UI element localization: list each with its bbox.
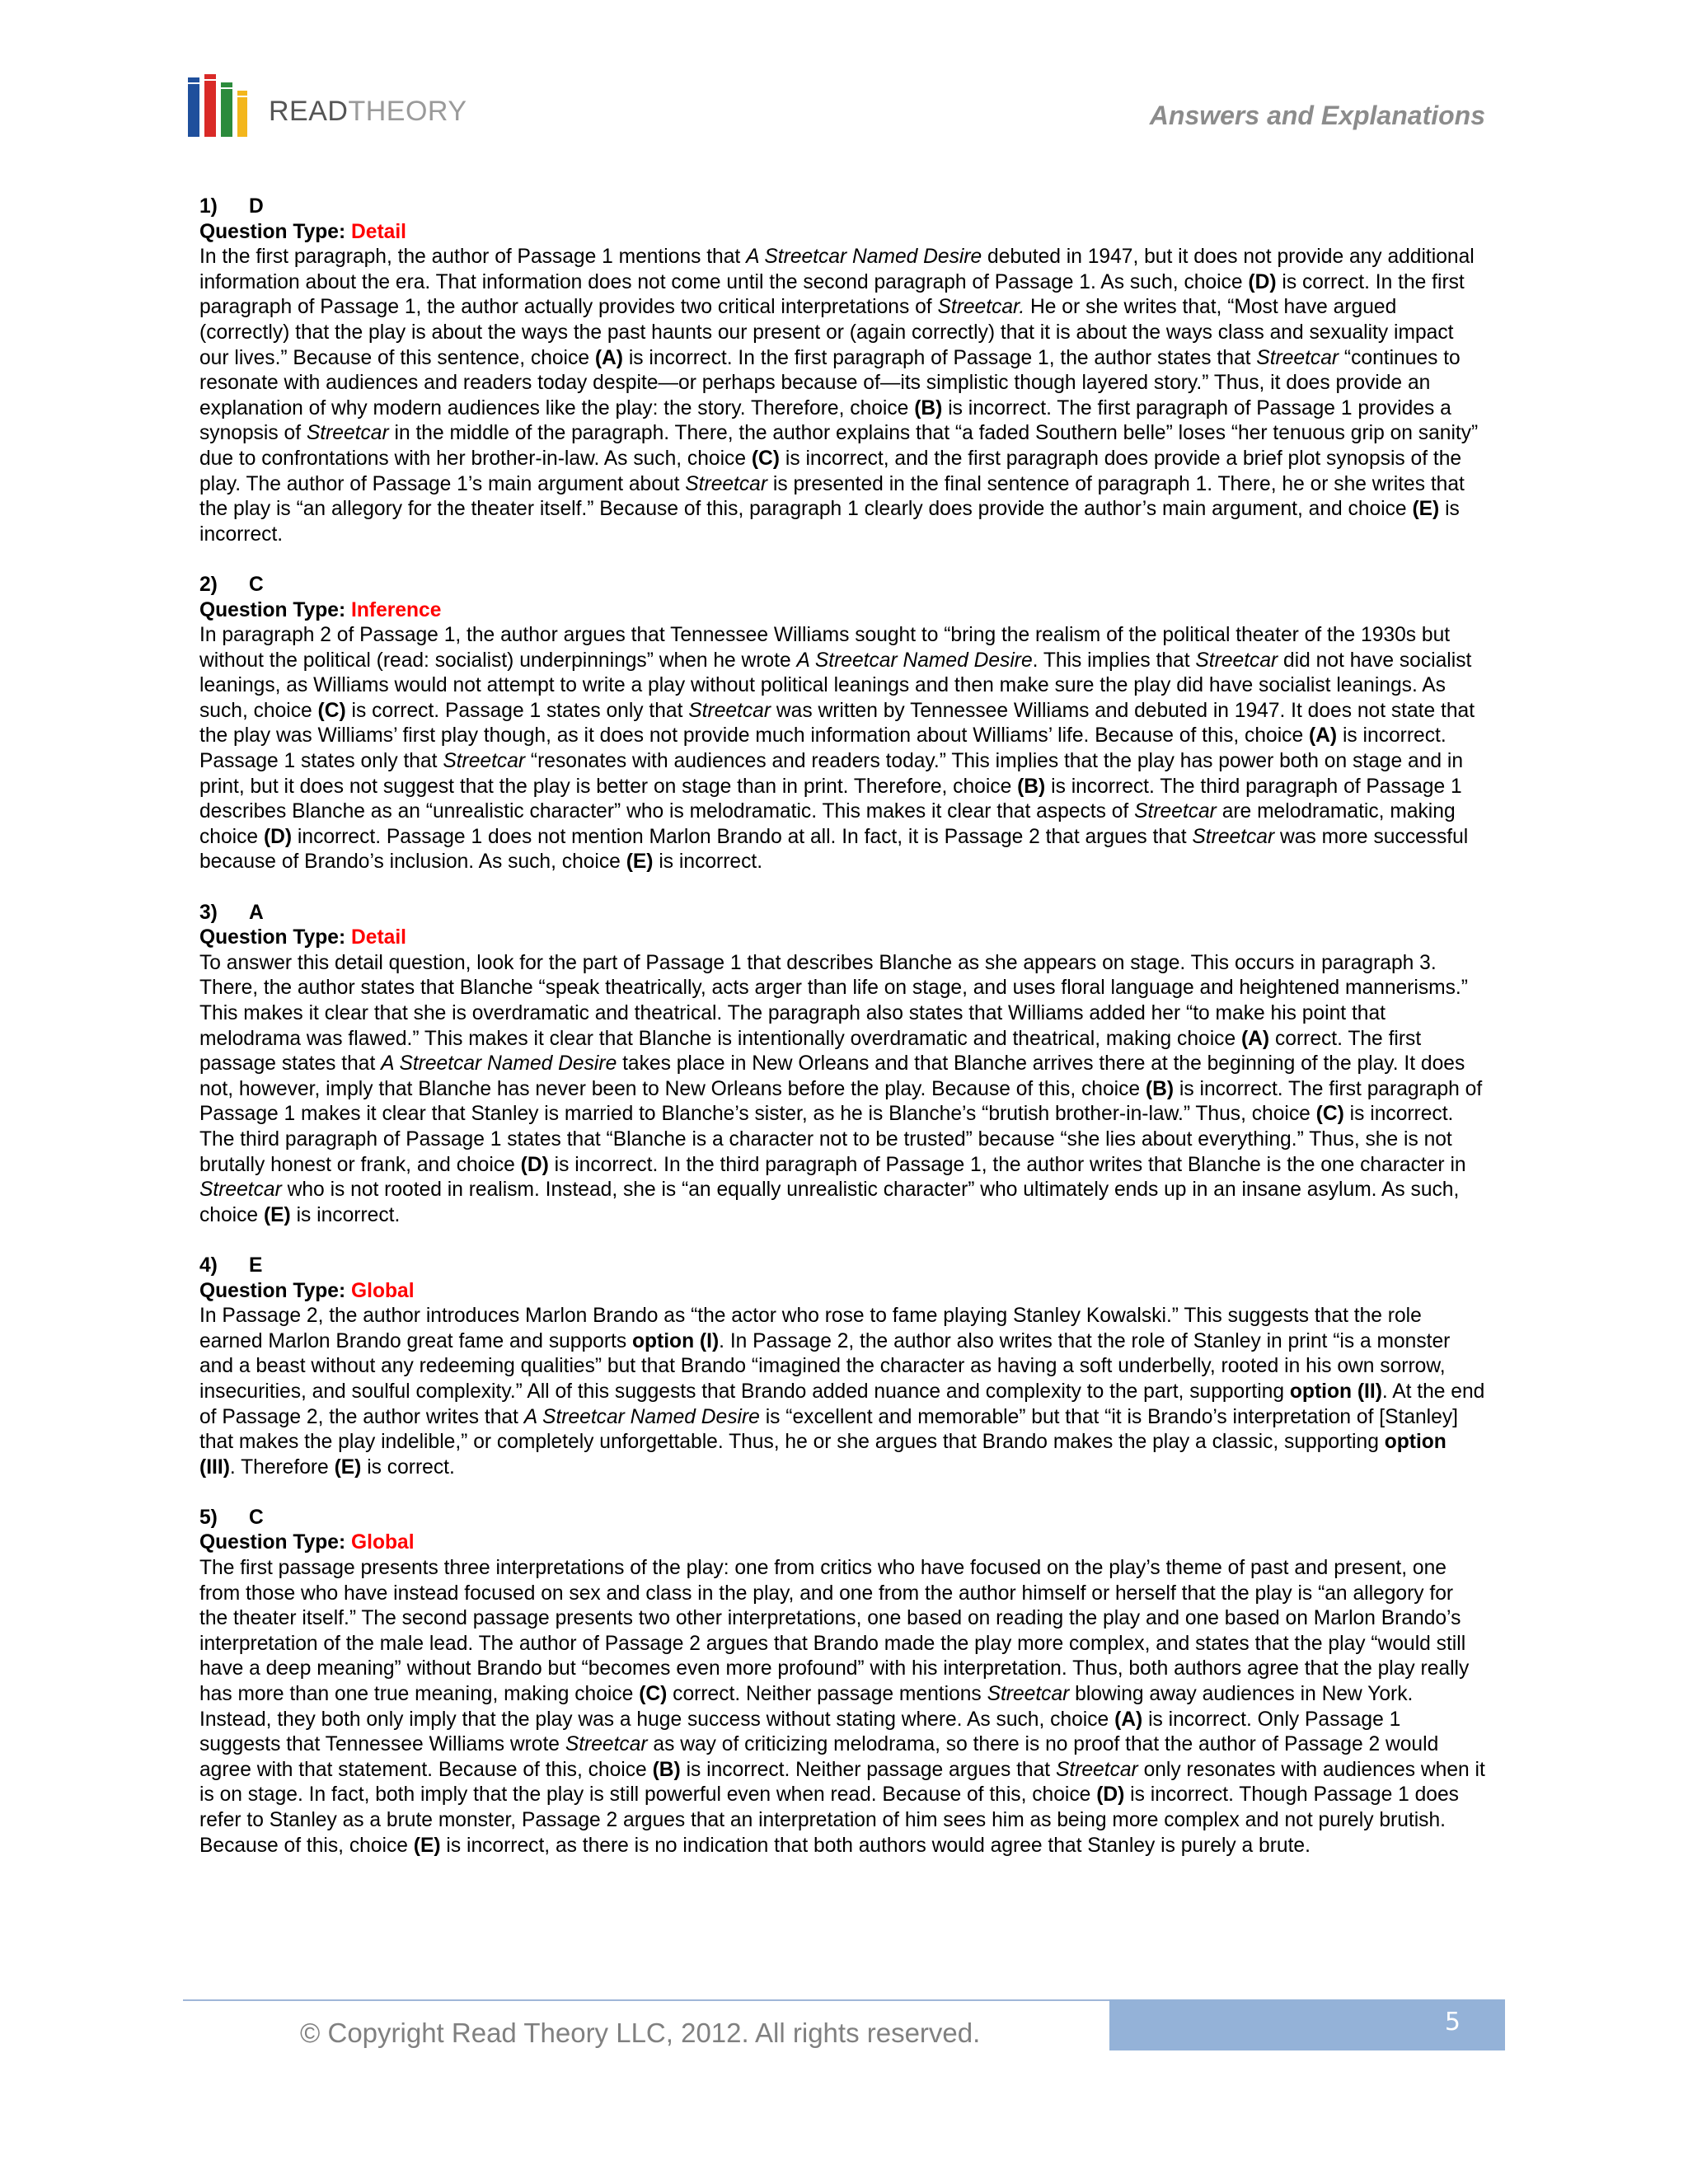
explanation-text: is correct. Passage 1 states only that xyxy=(345,699,689,722)
logo-bar-blue xyxy=(188,84,199,137)
answer-letter: D xyxy=(249,195,264,218)
explanation-text: In the first paragraph, the author of Passage 1 mentions that xyxy=(199,246,747,269)
question-number: 4) xyxy=(199,1254,218,1277)
explanation-paragraph xyxy=(199,951,1487,1229)
explanation-text: In Passage 2, the author introduces Marlon Brando as “the actor who rose to fame playing Stanley Kowalski.” This suggests that the role earned Marlon Brando great fame and supports xyxy=(199,1305,1422,1352)
explanation-text: did not have socialist leanings, as Williams would not attempt to write a play without political leanings and then make sure the play did have socialist leanings. As such, choice xyxy=(199,649,1472,722)
explanation-text: is incorrect. xyxy=(653,851,763,874)
explanation-text: blowing away audiences in New York. Instead, they both only imply that the play was a huge success without stating where. As such, choice xyxy=(199,1683,1414,1731)
explanation-text: is incorrect. In the first paragraph of Passage 1, the author states that xyxy=(623,346,1257,369)
choice-reference: (C) xyxy=(751,447,781,470)
copyright-notice: © Copyright Read Theory LLC, 2012. All rights reserved. xyxy=(300,2018,981,2048)
choice-reference: (B) xyxy=(1145,1077,1175,1100)
title-reference: Streetcar xyxy=(987,1683,1070,1706)
answer-letter: C xyxy=(249,1506,264,1529)
explanation-text: is incorrect, and the first paragraph does provide a brief plot synopsis of the play. The author of Passage 1’s main argument about xyxy=(199,447,1462,495)
question-type-line xyxy=(199,926,1487,951)
explanation-text: is incorrect. In the third paragraph of Passage 1, the author writes that Blanche is the one character in xyxy=(548,1153,1466,1176)
choice-reference: option (I) xyxy=(631,1329,720,1352)
title-reference: Streetcar xyxy=(688,699,771,722)
answer-block xyxy=(199,194,1487,547)
choice-reference: (E) xyxy=(334,1455,362,1479)
answer-block xyxy=(199,1506,1487,1858)
explanation-paragraph xyxy=(199,1556,1487,1858)
choice-reference: (E) xyxy=(1412,498,1440,521)
choice-reference: (E) xyxy=(413,1834,441,1857)
answer-letter: E xyxy=(249,1254,263,1277)
brand-theory: THEORY xyxy=(348,96,467,127)
explanation-text: as way of criticizing melodrama, so there is no proof that the author of Passage 2 would agree with that statement. Because of this, choice xyxy=(199,1733,1439,1781)
answer-block xyxy=(199,901,1487,1229)
title-reference: A Streetcar Named Desire xyxy=(523,1405,760,1428)
explanation-text: . This implies that xyxy=(1032,649,1196,672)
choice-reference: option (III) xyxy=(199,1431,1447,1479)
question-type-label: Question Type: xyxy=(199,1279,346,1302)
explanation-text: is incorrect. The first paragraph of Passage 1 provides a synopsis of xyxy=(199,396,1451,445)
question-number: 5) xyxy=(199,1506,218,1529)
logo-bar-yellow xyxy=(237,97,247,137)
explanation-text: The first passage presents three interpretations of the play: one from critics who have focused on the play’s theme of past and present, one from those who have instead focused on sex and class in the play, and one from the author himself or herself that the play is “an allegory for the theater itself.” The second passage presents two other interpretations, one based on reading the play and one based on Marlon Brando’s interpretation of the male lead. The author of Passage 2 argues that Brando made the play more complex, and states that the play “would still have a deep meaning” without Brando but “becomes even more profound” with his interpretation. Thus, both authors agree that the play really has more than one true meaning, making choice xyxy=(199,1557,1470,1706)
choice-reference: (A) xyxy=(594,346,623,369)
explanation-paragraph xyxy=(199,1304,1487,1480)
explanation-text: in the middle of the paragraph. There, the author explains that “a faded Southern belle” loses “her tenuous grip on sanity” due to confrontations with her brother-in-law. As such, choice xyxy=(199,422,1479,470)
explanation-text: correct. The first passage states that xyxy=(199,1027,1422,1076)
question-type-line xyxy=(199,1530,1487,1556)
title-reference: Streetcar xyxy=(1055,1758,1138,1781)
explanation-paragraph xyxy=(199,245,1487,547)
explanation-text: is incorrect. Though Passage 1 does refer to Stanley as a brute monster, Passage 2 argues that an interpretation of him sees him as being more complex and not purely brutish. Because of this, choice xyxy=(199,1783,1459,1857)
answer-letter: C xyxy=(249,573,264,596)
question-type-value: Global xyxy=(351,1279,415,1302)
explanation-text: is correct. xyxy=(361,1455,455,1479)
answers-content xyxy=(199,194,1487,1884)
choice-reference: (D) xyxy=(263,825,293,848)
title-reference: Streetcar xyxy=(199,1179,282,1202)
choice-reference: (A) xyxy=(1308,724,1338,748)
answer-letter: A xyxy=(249,901,264,924)
explanation-paragraph xyxy=(199,623,1487,875)
title-reference: Streetcar xyxy=(306,422,389,445)
title-reference: Streetcar xyxy=(565,1733,648,1756)
question-number: 2) xyxy=(199,573,218,596)
question-type-line xyxy=(199,598,1487,624)
answer-heading xyxy=(199,1506,1487,1531)
choice-reference: (D) xyxy=(1248,270,1277,293)
explanation-text: . In Passage 2, the author also writes that the role of Stanley in print “is a monster and a beast without any redeeming qualities” but that Brando “imagined the character as having a soft underbelly, rooted in his own sorrow, insecurities, and soulful complexity.” All of this suggests that Brando added nuance and complexity to the part, supporting xyxy=(199,1329,1451,1403)
logo-bar-red xyxy=(204,81,216,137)
readtheory-logo-icon xyxy=(185,74,259,140)
choice-reference: (D) xyxy=(520,1153,549,1176)
question-type-label: Question Type: xyxy=(199,220,346,243)
title-reference: Streetcar xyxy=(685,472,768,495)
explanation-text: “resonates with audiences and readers today.” This implies that the play has power both on stage and in print, but it does not suggest that the play is better on stage than in print. Therefore, choice xyxy=(199,750,1463,798)
explanation-text: . Therefore xyxy=(229,1455,335,1479)
question-type-value: Inference xyxy=(351,598,442,621)
explanation-text: is incorrect. The third paragraph of Passage 1 states that “Blanche is a character not to be trusted” because “she lies about everything.” Thus, she is not brutally honest or frank, and choice xyxy=(199,1103,1454,1176)
title-reference: Streetcar. xyxy=(937,296,1025,319)
title-reference: Streetcar xyxy=(1195,649,1278,672)
explanation-text: is “excellent and memorable” but that “it is Brando’s interpretation of [Stanley] that makes the play indelible,” or completely unforgettable. Thus, he or she argues that Brando makes the play a classic, supporting xyxy=(199,1405,1458,1454)
explanation-text: incorrect. Passage 1 does not mention Marlon Brando at all. In fact, it is Passage 2 that argues that xyxy=(292,825,1193,848)
title-reference: Streetcar xyxy=(443,750,526,773)
explanation-text: is presented in the final sentence of paragraph 1. There, he or she writes that the play is “an allegory for the theater itself.” Because of this, paragraph 1 clearly does provide the author’s main argument, and choice xyxy=(199,472,1465,521)
explanation-text: is incorrect. The third paragraph of Passage 1 describes Blanche as an “unrealistic character” who is melodramatic. This makes it clear that aspects of xyxy=(199,775,1462,823)
explanation-text: is incorrect. xyxy=(290,1203,401,1226)
explanation-text: is incorrect, as there is no indication that both authors would agree that Stanley is purely a brute. xyxy=(440,1834,1311,1857)
title-reference: Streetcar xyxy=(1256,346,1339,369)
question-number: 3) xyxy=(199,901,218,924)
choice-reference: (C) xyxy=(317,699,346,722)
question-type-value: Detail xyxy=(351,220,407,243)
answer-block xyxy=(199,573,1487,875)
choice-reference: (C) xyxy=(639,1683,668,1706)
choice-reference: (A) xyxy=(1240,1027,1270,1050)
page-number-box xyxy=(1109,1999,1505,2050)
explanation-text: only resonates with audiences when it is on stage. In fact, both imply that the play is still powerful even when read. Because of this, choice xyxy=(199,1758,1485,1807)
page-number: 5 xyxy=(1444,2008,1461,2036)
answer-heading xyxy=(199,1254,1487,1279)
page-header-title: Answers and Explanations xyxy=(1149,101,1485,130)
explanation-text: are melodramatic, making choice xyxy=(199,800,1456,848)
title-reference: A Streetcar Named Desire xyxy=(746,246,982,269)
brand-wordmark xyxy=(269,97,467,125)
question-number: 1) xyxy=(199,195,218,218)
footer-divider xyxy=(183,1999,1109,2001)
title-reference: Streetcar xyxy=(1134,800,1217,823)
question-type-value: Global xyxy=(351,1531,415,1554)
explanation-text: was written by Tennessee Williams and debuted in 1947. It does not state that the play was Williams’ first play though, as it does not provide much information about Williams’ life. Because of this, choice xyxy=(199,699,1475,748)
explanation-text: . At the end of Passage 2, the author writes that xyxy=(199,1380,1485,1428)
explanation-text: correct. Neither passage mentions xyxy=(667,1683,987,1706)
explanation-text: is incorrect. xyxy=(199,498,1460,546)
explanation-text: debuted in 1947, but it does not provide any additional information about the era. That information does not come until the second paragraph of Passage 1. As such, choice xyxy=(199,246,1475,293)
explanation-text: takes place in New Orleans and that Blanche arrives there at the beginning of the play. It does not, however, imply that Blanche has never been to New Orleans before the play. Because of this, choice xyxy=(199,1052,1465,1100)
brand-read: READ xyxy=(269,96,349,127)
explanation-text: is incorrect. Neither passage argues that xyxy=(680,1758,1056,1781)
explanation-text: In paragraph 2 of Passage 1, the author argues that Tennessee Williams sought to “bring the realism of the political theater of the 1930s but without the political (read: socialist) underpinnings” when he wrote xyxy=(199,624,1451,672)
title-reference: A Streetcar Named Desire xyxy=(796,649,1033,672)
answer-block xyxy=(199,1254,1487,1480)
question-type-label: Question Type: xyxy=(199,1531,346,1554)
explanation-text: is correct. In the first paragraph of Passage 1, the author actually provides two critical interpretations of xyxy=(199,270,1465,319)
question-type-label: Question Type: xyxy=(199,598,346,621)
explanation-text: who is not rooted in realism. Instead, she is “an equally unrealistic character” who ultimately ends up in an insane asylum. As such, choice xyxy=(199,1179,1460,1226)
choice-reference: option (II) xyxy=(1289,1380,1382,1403)
question-type-label: Question Type: xyxy=(199,926,346,949)
question-type-line xyxy=(199,1279,1487,1305)
choice-reference: (E) xyxy=(626,851,654,874)
choice-reference: (B) xyxy=(1017,775,1046,798)
answer-heading xyxy=(199,901,1487,926)
choice-reference: (B) xyxy=(914,396,943,419)
choice-reference: (D) xyxy=(1096,1783,1125,1807)
answer-heading xyxy=(199,573,1487,598)
explanation-text: He or she writes that, “Most have argued (correctly) that the play is about the ways the past haunts our present or (again correctly) that it is about the ways class and sexuality impact our lives.” Because of this sentence, choice xyxy=(199,296,1454,369)
explanation-text: is incorrect. Passage 1 states only that xyxy=(199,724,1447,773)
title-reference: A Streetcar Named Desire xyxy=(381,1052,617,1076)
choice-reference: (C) xyxy=(1315,1103,1344,1126)
choice-reference: (B) xyxy=(652,1758,681,1781)
answer-heading xyxy=(199,194,1487,220)
choice-reference: (A) xyxy=(1114,1708,1143,1731)
question-type-value: Detail xyxy=(351,926,407,949)
title-reference: Streetcar xyxy=(1192,825,1275,848)
explanation-text: “continues to resonate with audiences and readers today despite—or perhaps because of—its simplistic though layered story.” Thus, it does provide an explanation of why modern audiences like the play: the story. Therefore, choice xyxy=(199,346,1461,419)
explanation-text: is incorrect. The first paragraph of Passage 1 makes it clear that Stanley is married to Blanche’s sister, as he is Blanche’s “brutish brother-in-law.” Thus, choice xyxy=(199,1077,1483,1126)
logo-bar-green xyxy=(221,89,232,137)
explanation-text: To answer this detail question, look for the part of Passage 1 that describes Blanche as she appears on stage. This occurs in paragraph 3. There, the author states that Blanche “speak theatrically, acts arger than life on stage, and uses floral language and heightened mannerisms.” This makes it clear that she is overdramatic and theatrical. The paragraph also states that Williams added her “to make his point that melodrama was flawed.” This makes it clear that Blanche is intentionally overdramatic and theatrical, making choice xyxy=(199,951,1468,1050)
question-type-line xyxy=(199,220,1487,246)
explanation-text: was more successful because of Brando’s inclusion. As such, choice xyxy=(199,825,1469,874)
explanation-text: is incorrect. Only Passage 1 suggests that Tennessee Williams wrote xyxy=(199,1708,1401,1756)
choice-reference: (E) xyxy=(263,1203,291,1226)
